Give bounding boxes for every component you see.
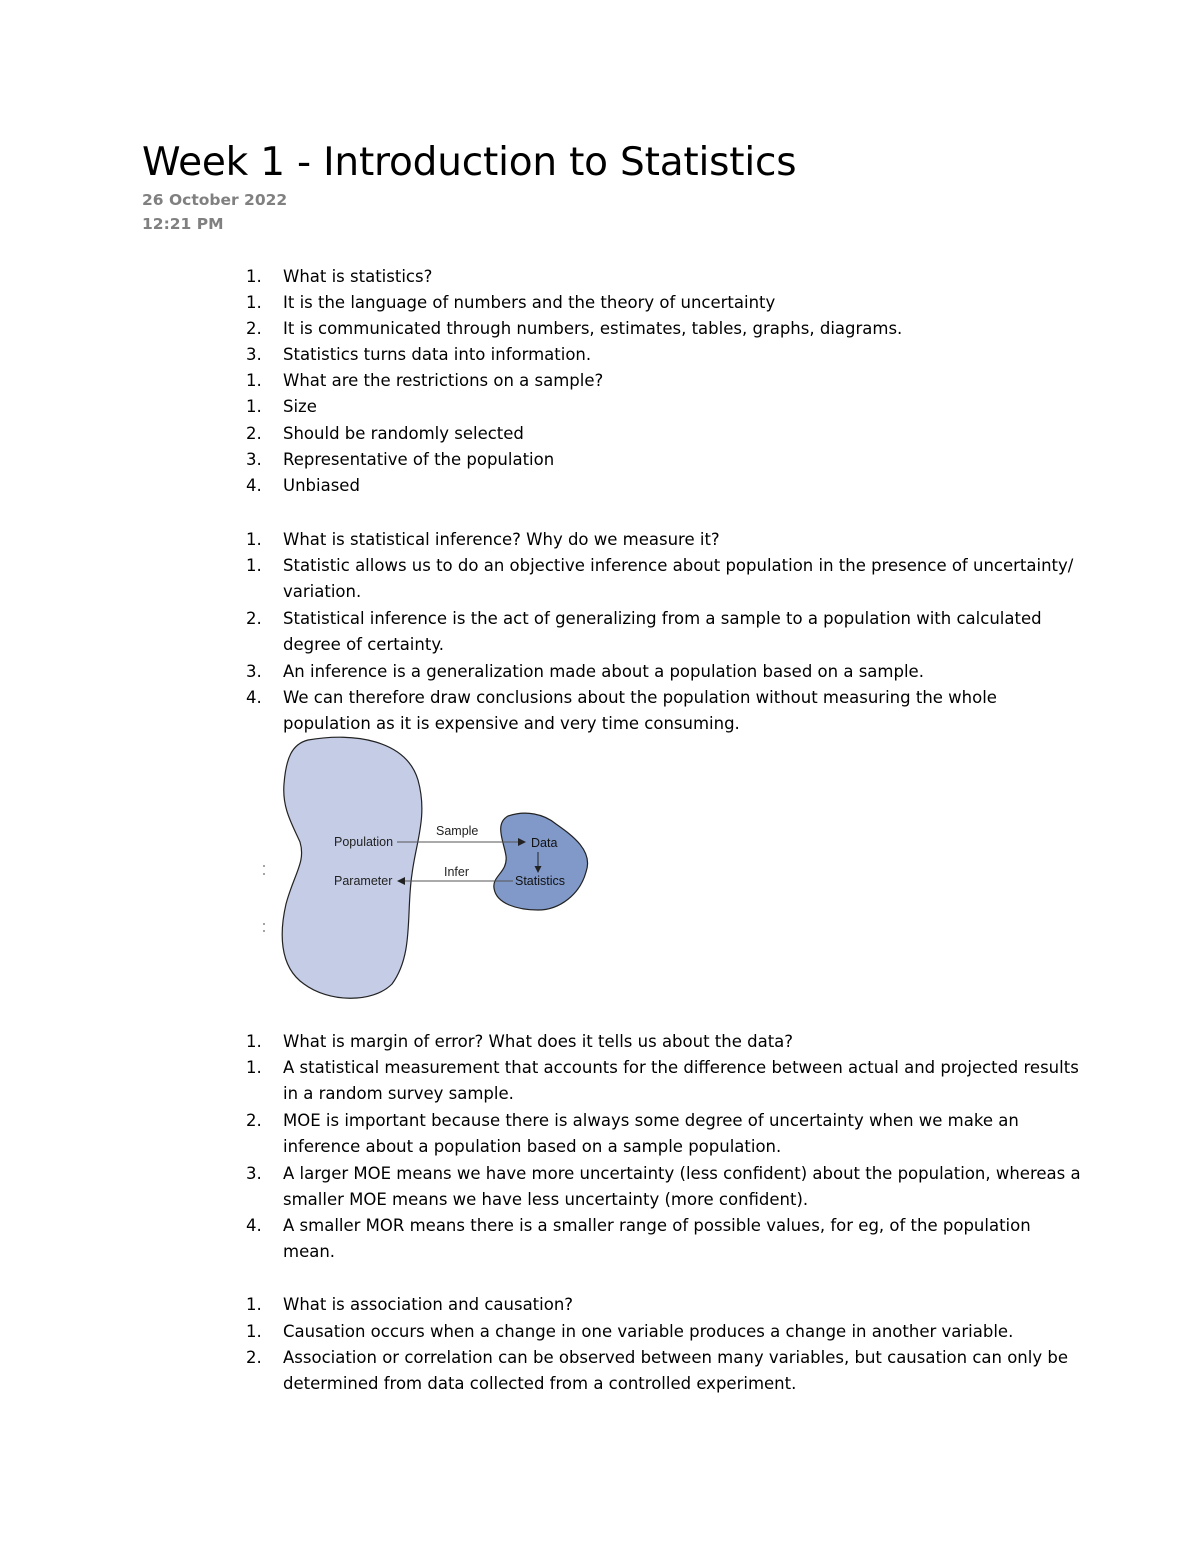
question-text: What is statistics? (283, 267, 433, 286)
question-text: What is association and causation? (283, 1295, 574, 1314)
answer-text: Association or correlation can be observed between many variables, but causation can only be determined from data collected from a controlled experiment. (283, 1348, 1068, 1393)
answer-text: Statistic allows us to do an objective inference about population in the presence of uncertainty/ variation. (283, 556, 1074, 601)
list-number: 4. (246, 688, 262, 707)
page-time: 12:21 PM (142, 215, 224, 233)
answer-text: Unbiased (283, 476, 360, 495)
list-number: 2. (246, 424, 262, 443)
answer-text: A statistical measurement that accounts for the difference between actual and projected results in a random survey sample. (283, 1058, 1079, 1103)
list-number: 1. (246, 1322, 262, 1341)
margin-mark (263, 923, 265, 925)
answer-text: A larger MOE means we have more uncertainty (less confident) about the population, whereas a smaller MOE means we have less uncertainty (more confident). (283, 1164, 1081, 1209)
population-sample-diagram (256, 734, 596, 1002)
statistics-label: Statistics (515, 874, 566, 888)
list-number: 3. (246, 662, 262, 681)
margin-mark (263, 930, 265, 932)
margin-mark (263, 873, 265, 875)
list-number: 1. (246, 1058, 262, 1077)
answer-text: Statistics turns data into information. (283, 345, 592, 364)
sample-blob (494, 813, 588, 910)
list-number: 1. (246, 556, 262, 575)
population-blob (282, 737, 422, 998)
list-number: 3. (246, 450, 262, 469)
answer-text: It is the language of numbers and the theory of uncertainty (283, 293, 776, 312)
question-text: What is margin of error? What does it tells us about the data? (283, 1032, 794, 1051)
question-text: What is statistical inference? Why do we measure it? (283, 530, 720, 549)
list-number: 2. (246, 1348, 262, 1367)
page-date: 26 October 2022 (142, 191, 288, 209)
population-label: Population (334, 835, 394, 849)
list-number: 1. (246, 293, 262, 312)
answer-text: Size (283, 397, 317, 416)
list-number: 1. (246, 371, 262, 390)
list-number: 2. (246, 319, 262, 338)
list-number: 2. (246, 1111, 262, 1130)
answer-text: Statistical inference is the act of generalizing from a sample to a population with calculated degree of certainty. (283, 609, 1042, 654)
answer-text: Representative of the population (283, 450, 555, 469)
parameter-label: Parameter (334, 874, 393, 888)
sample-label: Sample (436, 824, 479, 838)
answer-text: Causation occurs when a change in one variable produces a change in another variable. (283, 1322, 1014, 1341)
list-number: 3. (246, 1164, 262, 1183)
answer-text: Should be randomly selected (283, 424, 524, 443)
page-title: Week 1 - Introduction to Statistics (142, 140, 797, 185)
list-number: 1. (246, 397, 262, 416)
margin-mark (263, 865, 265, 867)
list-number: 2. (246, 609, 262, 628)
list-number: 4. (246, 476, 262, 495)
answer-text: MOE is important because there is always some degree of uncertainty when we make an inference about a population based on a sample population. (283, 1111, 1019, 1156)
question-text: What are the restrictions on a sample? (283, 371, 604, 390)
list-number: 1. (246, 267, 262, 286)
list-number: 3. (246, 345, 262, 364)
list-number: 1. (246, 1032, 262, 1051)
answer-text: It is communicated through numbers, estimates, tables, graphs, diagrams. (283, 319, 903, 338)
answer-text: A smaller MOR means there is a smaller range of possible values, for eg, of the population mean. (283, 1216, 1031, 1261)
list-number: 1. (246, 1295, 262, 1314)
list-number: 4. (246, 1216, 262, 1235)
list-number: 1. (246, 530, 262, 549)
infer-label: Infer (444, 865, 470, 879)
data-label: Data (531, 836, 558, 850)
answer-text: We can therefore draw conclusions about the population without measuring the whole population as it is expensive and very time consuming. (283, 688, 997, 733)
answer-text: An inference is a generalization made about a population based on a sample. (283, 662, 924, 681)
